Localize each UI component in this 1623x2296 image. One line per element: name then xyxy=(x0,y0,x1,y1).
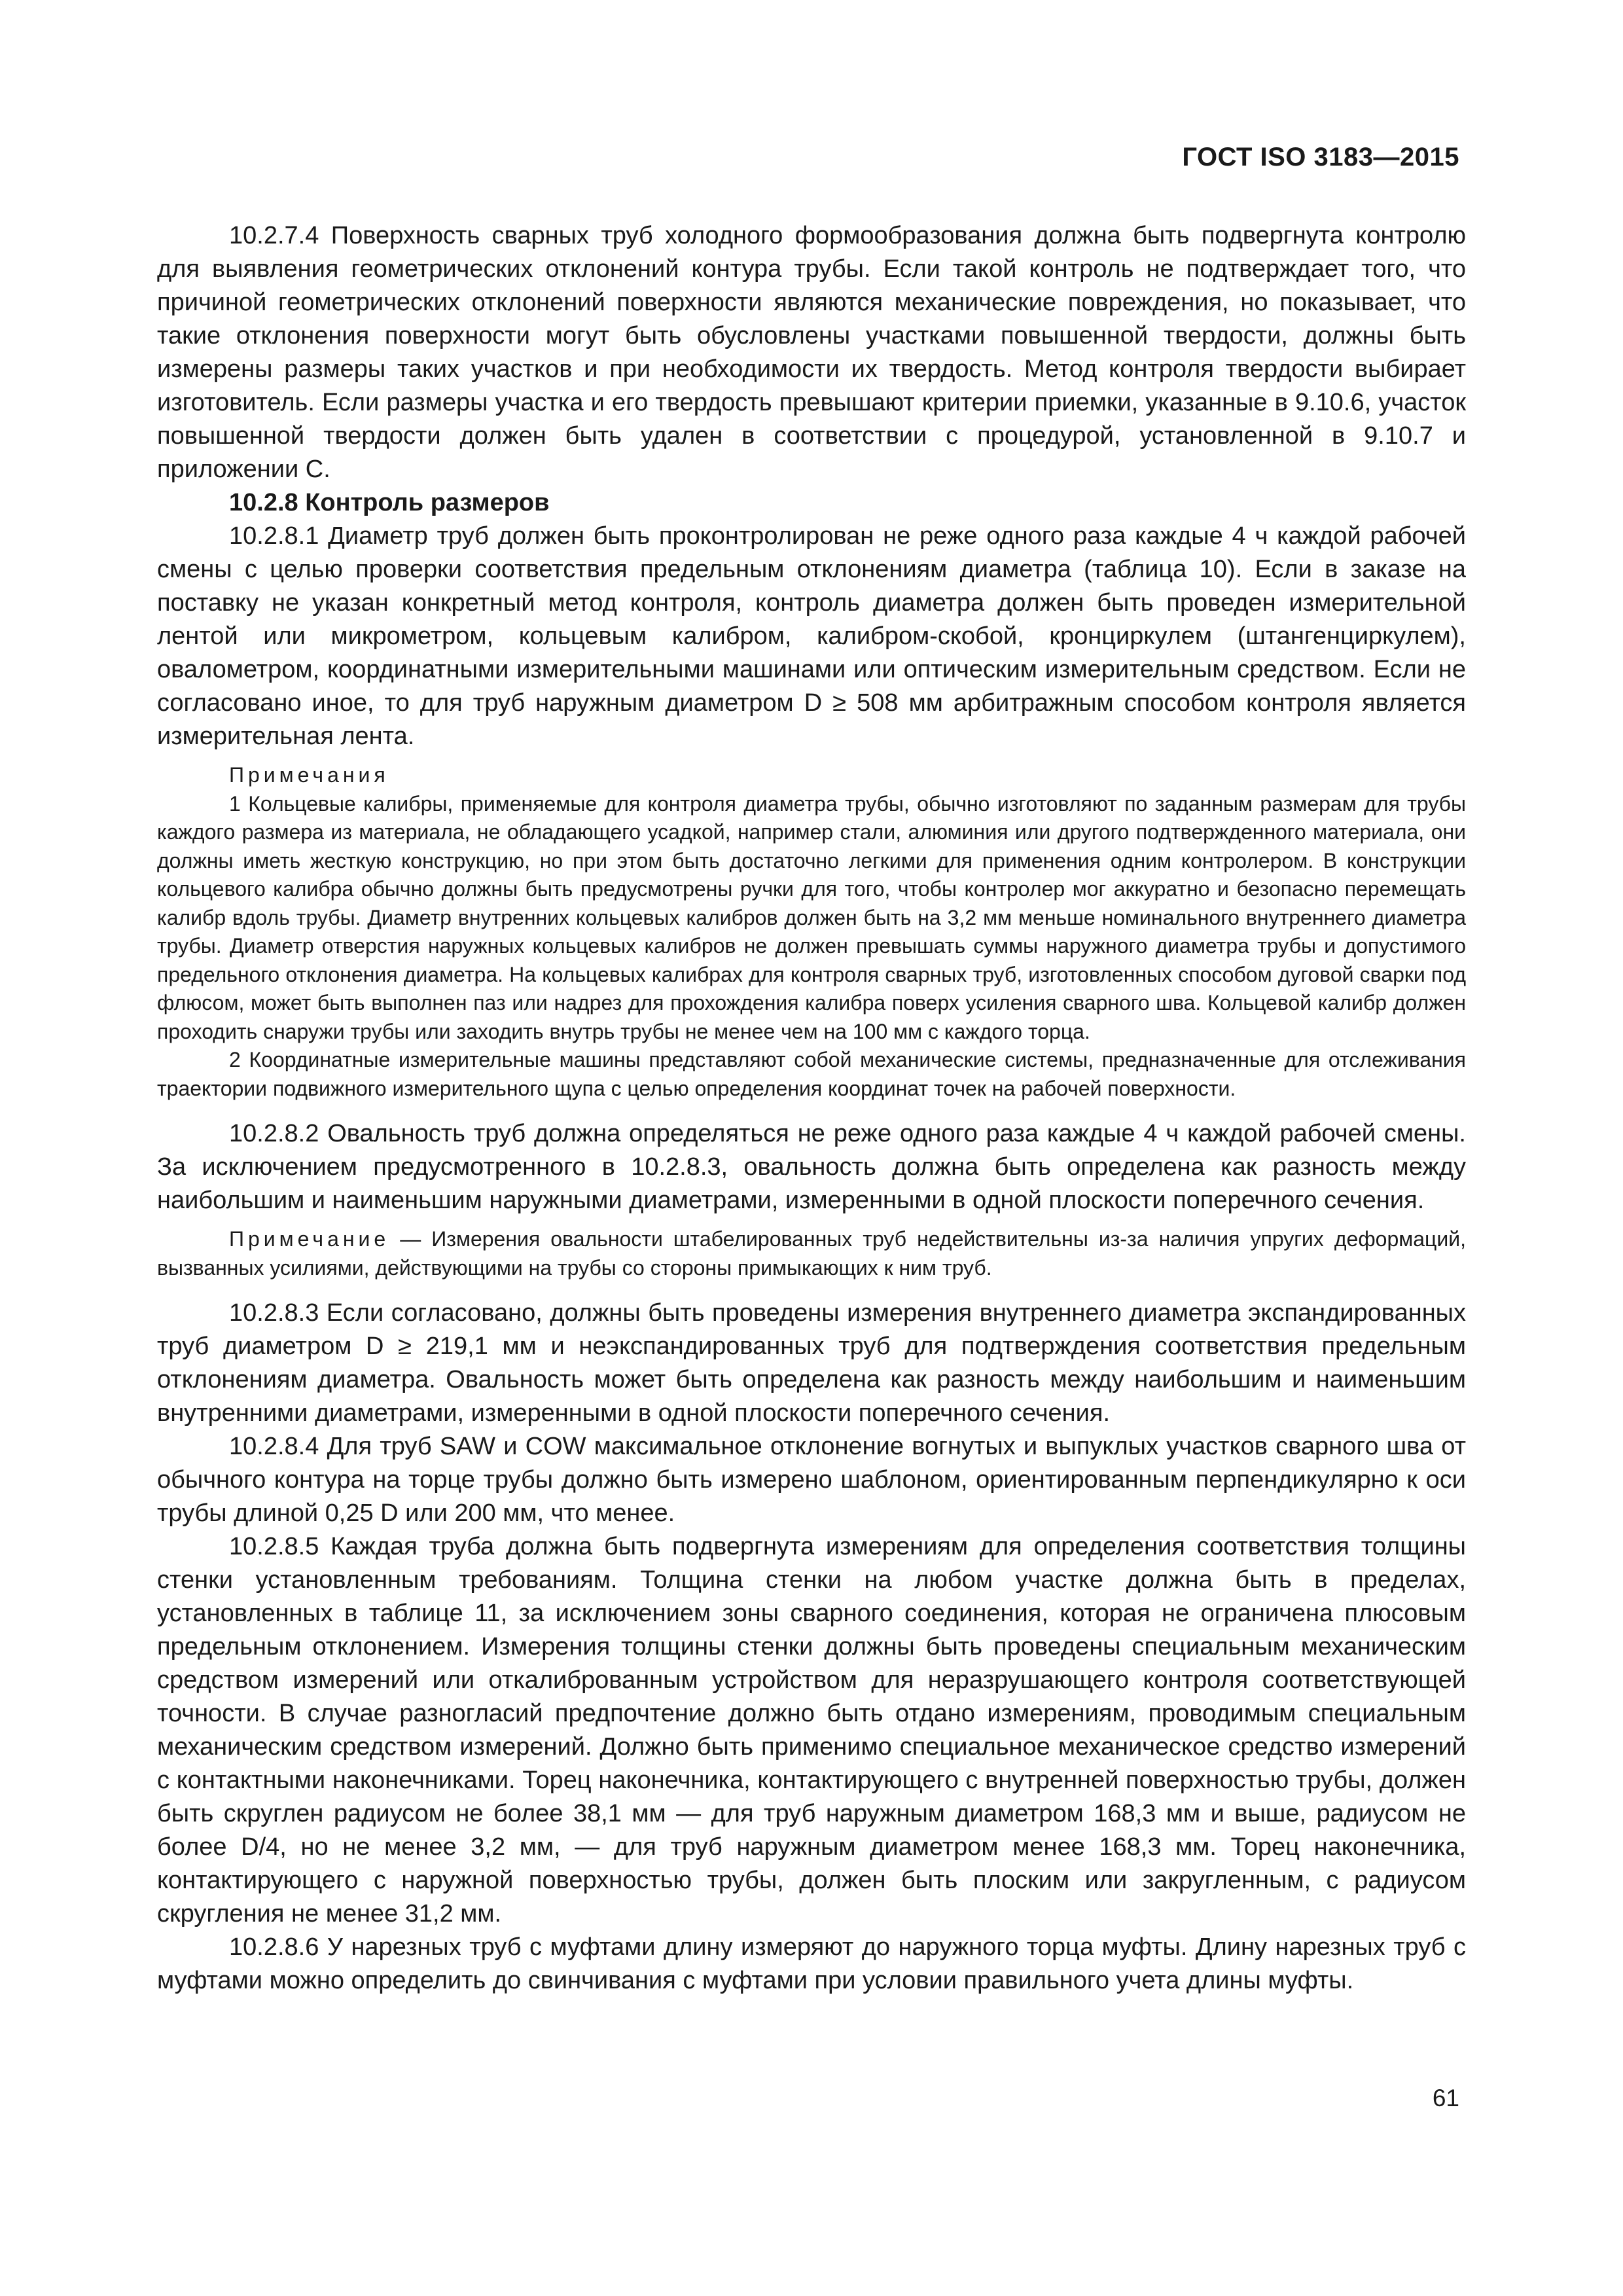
note-text: — Измерения овальности штабелированных труб недействительны из-за наличия упругих деформаций, вызванных усилиями, действующими на трубы со стороны примыкающих к ним труб. xyxy=(157,1227,1466,1280)
paragraph-10-2-8-6: 10.2.8.6 У нарезных труб с муфтами длину измеряют до наружного торца муфты. Длину нарезных труб с муфтами можно определить до свинчивания с муфтами при условии правильного учета длины муфты. xyxy=(157,1933,1466,1994)
note-1: 1 Кольцевые калибры, применяемые для контроля диаметра трубы, обычно изготовляют по заданным размерам для трубы каждого размера из материала, не обладающего усадкой, например стали, алюминия или другого подтвержденного материала, они должны иметь жесткую конструкцию, но при этом быть достаточно легкими для применения одним контролером. В конструкции кольцевого калибра обычно должны быть предусмотрены ручки для того, чтобы контролер мог аккуратно и безопасно перемещать калибр вдоль трубы. Диаметр внутренних кольцевых калибров должен быть на 3,2 мм меньше номинального внутреннего диаметра трубы. Диаметр отверстия наружных кольцевых калибров не должен превышать суммы наружного диаметра трубы и допустимого предельного отклонения диаметра. На кольцевых калибрах для контроля сварных труб, изготовленных способом дуговой сварки под флюсом, может быть выполнен паз или надрез для прохождения калибра поверх усиления сварного шва. Кольцевой калибр должен проходить снаружи трубы или заходить внутрь трубы не менее чем на 100 мм с каждого торца. xyxy=(157,791,1466,1043)
paragraph-10-2-8-1: 10.2.8.1 Диаметр труб должен быть проконтролирован не реже одного раза каждые 4 ч каждой рабочей смены с целью проверки соответствия предельным отклонениям диаметра (таблица 10). Если в заказе на поставку не указан конкретный метод контроля, контроль диаметра должен быть проведен измерительной лентой или микрометром, кольцевым калибром, калибром-скобой, кронциркулем (штангенциркулем), овалометром, координатными измерительными машинами или оптическим измерительным средством. Если не согласовано иное, то для труб наружным диаметром D ≥ 508 мм арбитражным способом контроля является измерительная лента. xyxy=(157,522,1466,750)
notes-block-2 xyxy=(157,1225,1466,1282)
note-single xyxy=(157,1225,1466,1282)
paragraph-10-2-8-5: 10.2.8.5 Каждая труба должна быть подвергнута измерениям для определения соответствия толщины стенки установленным требованиям. Толщина стенки на любом участке должна быть в пределах, установленных в таблице 11, за исключением зоны сварного соединения, которая не ограничена плюсовым предельным отклонением. Измерения толщины стенки должны быть проведены специальным механическим средством измерений или откалиброванным устройством для неразрушающего контроля соответствующей точности. В случае разногласий предпочтение должно быть отдано измерениям, проводимым специальным механическим средством измерений. Должно быть применимо специальное механическое средство измерений с контактными наконечниками. Торец наконечника, контактирующего с внутренней поверхностью трубы, должен быть скруглен радиусом не более 38,1 мм — для труб наружным диаметром 168,3 мм и выше, радиусом не более D/4, но не менее 3,2 мм, — для труб наружным диаметром менее 168,3 мм. Торец наконечника, контактирующего с наружной поверхностью трубы, должен быть плоским или закругленным, с радиусом скругления не менее 31,2 мм. xyxy=(157,1533,1466,1928)
notes-title: Примечания xyxy=(229,763,389,787)
section-heading-10-2-8: 10.2.8 Контроль размеров xyxy=(229,489,550,516)
notes-block-1 xyxy=(157,761,1466,1103)
paragraph-10-2-8-4: 10.2.8.4 Для труб SAW и COW максимальное отклонение вогнутых и выпуклых участков сварного шва от обычного контура на торце трубы должно быть измерено шаблоном, ориентированным перпендикулярно к оси трубы длиной 0,25 D или 200 мм, что менее. xyxy=(157,1433,1466,1527)
note-label: Примечание xyxy=(229,1227,390,1251)
document-code: ГОСТ ISO 3183—2015 xyxy=(1182,143,1459,171)
note-2: 2 Координатные измерительные машины представляют собой механические системы, предназначенные для отслеживания траектории подвижного измерительного щупа с целью определения координат точек на рабочей поверхности. xyxy=(157,1048,1466,1100)
paragraph-10-2-7-4: 10.2.7.4 Поверхность сварных труб холодного формообразования должна быть подвергнута контролю для выявления геометрических отклонений контура трубы. Если такой контроль не подтверждает того, что причиной геометрических отклонений поверхности являются механические повреждения, но показывает, что такие отклонения поверхности могут быть обусловлены участками повышенной твердости, должны быть измерены размеры таких участков и при необходимости их твердость. Метод контроля твердости выбирает изготовитель. Если размеры участка и его твердость превышают критерии приемки, указанные в 9.10.6, участок повышенной твердости должен быть удален в соответствии с процедурой, установленной в 9.10.7 и приложении С. xyxy=(157,222,1466,483)
page-number: 61 xyxy=(1432,2085,1459,2111)
paragraph-10-2-8-3: 10.2.8.3 Если согласовано, должны быть проведены измерения внутреннего диаметра экспандированных труб диаметром D ≥ 219,1 мм и неэкспандированных труб для подтверждения соответствия предельным отклонениям диаметра. Овальность может быть определена как разность между наибольшим и наименьшим внутренними диаметрами, измеренными в одной плоскости поперечного сечения. xyxy=(157,1299,1466,1427)
paragraph-10-2-8-2: 10.2.8.2 Овальность труб должна определяться не реже одного раза каждые 4 ч каждой рабочей смены. За исключением предусмотренного в 10.2.8.3, овальность должна быть определена как разность между наибольшим и наименьшим наружными диаметрами, измеренными в одной плоскости поперечного сечения. xyxy=(157,1120,1466,1214)
page-body xyxy=(157,219,1466,1998)
